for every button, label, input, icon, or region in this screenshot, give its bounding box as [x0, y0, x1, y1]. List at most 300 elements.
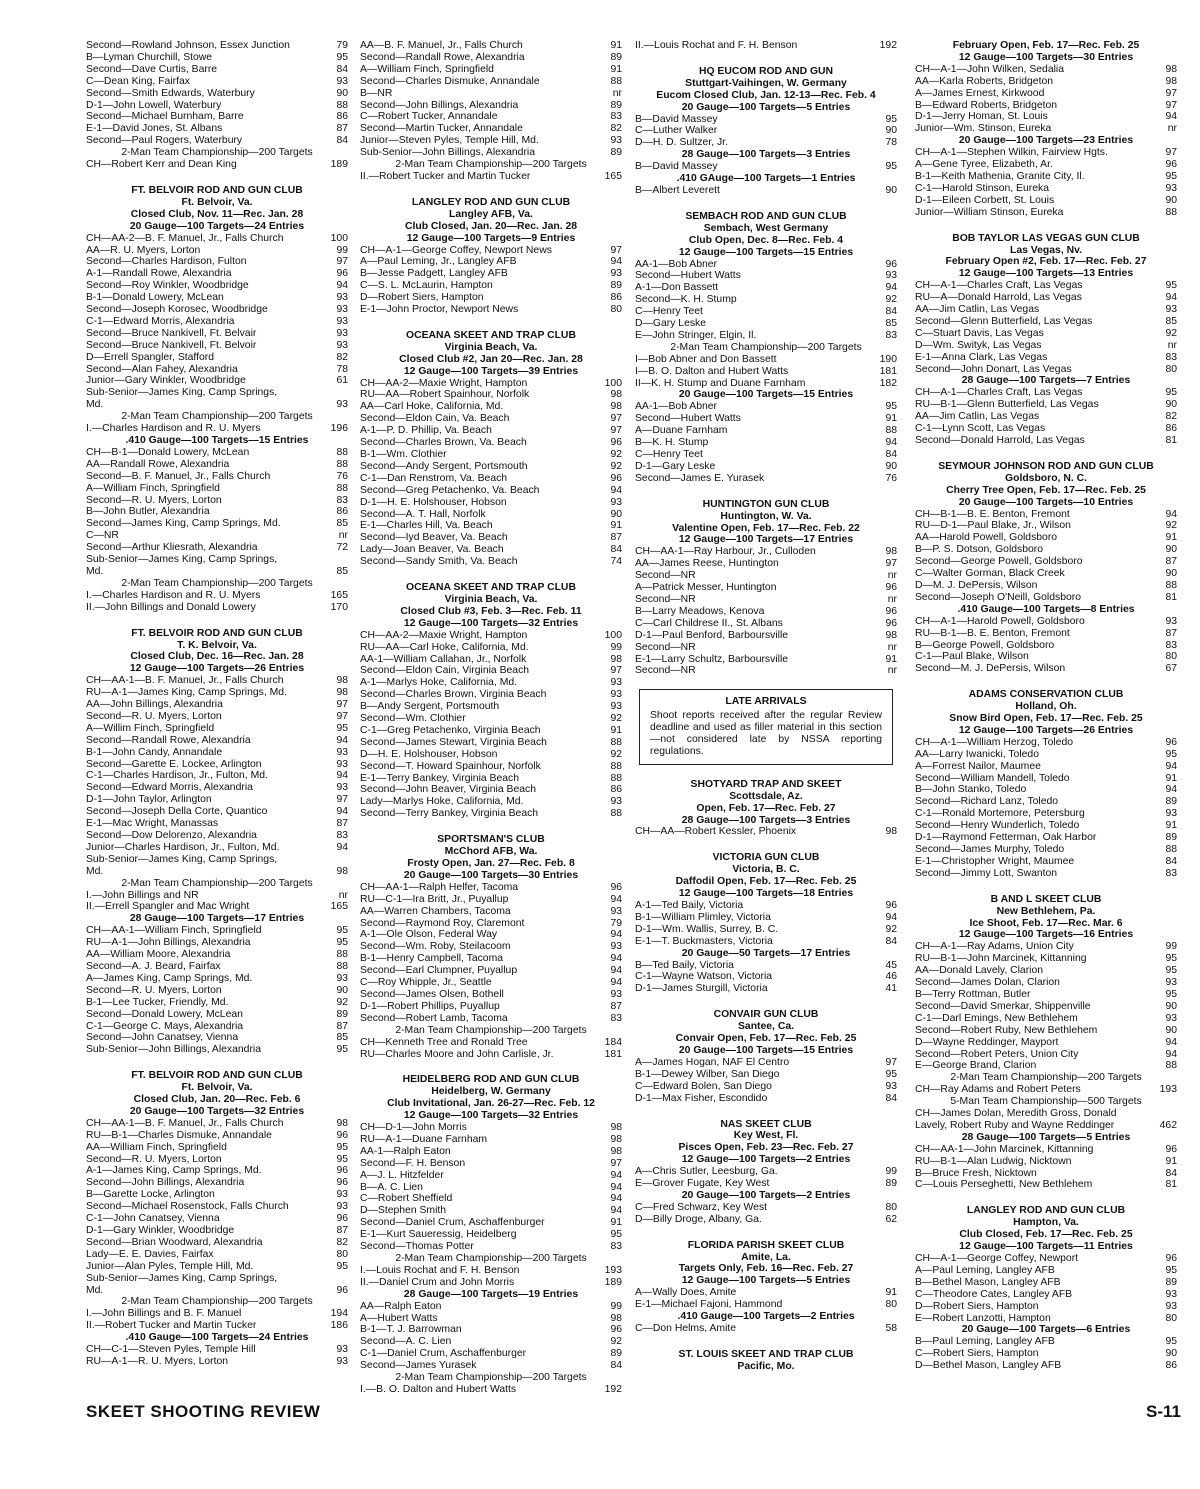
result-score: 98: [610, 1122, 622, 1134]
result-row: [360, 1158, 622, 1170]
result-entry: D-1—Gary Leske: [635, 460, 716, 472]
result-entry: B—David Massey: [635, 161, 718, 173]
result-row: [915, 592, 1177, 604]
result-score: 93: [1165, 615, 1177, 627]
result-entry: Second—Charles Brown, Virginia Beach: [360, 689, 547, 701]
result-entry: Second—Joseph Korosec, Woodbridge: [86, 304, 268, 316]
result-entry: A—Wally Does, Amite: [635, 1287, 737, 1299]
result-score: 196: [330, 423, 348, 435]
event-heading: 12 Gauge—100 Targets—5 Entries: [681, 1275, 851, 1287]
result-entry: C—Stuart Davis, Las Vegas: [915, 327, 1044, 339]
result-entry: I.—Louis Rochat and F. H. Benson: [360, 1264, 520, 1276]
result-score: 90: [1165, 1000, 1177, 1012]
result-score: 97: [610, 665, 622, 677]
result-row: [635, 912, 897, 924]
result-entry: B—Larry Meadows, Kenova: [635, 605, 765, 617]
result-entry: II.—John Billings and Donald Lowery: [86, 601, 256, 613]
team-event-heading: 2-Man Team Championship—200 Targets: [950, 1072, 1142, 1084]
result-entry: B-1—Lee Tucker, Friendly, Md.: [86, 996, 229, 1008]
result-score: 85: [336, 518, 348, 530]
result-row: [86, 602, 348, 614]
result-entry: E-1—David Jones, St. Albans: [86, 123, 223, 135]
result-entry: A—Duane Farnham: [635, 425, 728, 437]
result-entry: RU—C-1—Ira Britt, Jr., Puyallup: [360, 893, 509, 905]
result-entry: Second—Terry Bankey, Virginia Beach: [360, 808, 539, 820]
shoot-info: Closed Club, Dec. 16—Rec. Jan. 28: [130, 651, 304, 663]
result-score: 84: [336, 135, 348, 147]
result-row: [86, 806, 348, 818]
result-entry: B—Lyman Churchill, Stowe: [86, 51, 213, 63]
result-entry: Second—B. F. Manuel, Jr., Falls Church: [86, 470, 271, 482]
result-row: [360, 1241, 622, 1253]
result-score: 98: [336, 1117, 348, 1129]
result-score: 92: [1165, 520, 1177, 532]
result-entry: AA—William Finch, Springfield: [86, 1141, 227, 1153]
result-entry: A—James Hogan, NAF El Centro: [635, 1056, 790, 1068]
result-entry: C-1—George C. Mays, Alexandria: [86, 1020, 244, 1032]
result-row: [86, 399, 348, 411]
result-entry: Second—Donald Harrold, Las Vegas: [915, 435, 1085, 446]
result-entry: Second—Andy Sergent, Portsmouth: [360, 460, 528, 472]
result-score: 92: [610, 748, 622, 760]
result-score: 186: [330, 1320, 348, 1332]
club-heading: FT. BELVOIR ROD AND GUN CLUB: [131, 627, 303, 639]
shoot-info: Club Invitational, Jan. 26-27—Rec. Feb. 12: [387, 1098, 595, 1110]
result-score: 90: [1165, 1348, 1177, 1360]
result-row: [86, 471, 348, 483]
result-score: 86: [1165, 423, 1177, 435]
result-entry: B-1—Donald Lowery, McLean: [86, 292, 224, 304]
result-score: 94: [610, 1205, 622, 1217]
club-heading: ADAMS CONSERVATION CLUB: [968, 689, 1124, 701]
result-row: [635, 294, 897, 306]
shoot-info: Key West, Fl.: [733, 1130, 799, 1142]
result-row: [86, 364, 348, 376]
result-score: 100: [604, 377, 622, 389]
result-score: 93: [336, 972, 348, 984]
result-row: [635, 282, 897, 294]
result-row: [360, 761, 622, 773]
result-entry: Second—James Yurasek: [360, 1360, 477, 1372]
result-score: 93: [610, 496, 622, 508]
result-row: [915, 1179, 1177, 1191]
result-entry: Lady—Marlys Hoke, California, Md.: [360, 796, 524, 808]
result-row: [360, 989, 622, 1001]
shoot-info: Stuttgart-Vaihingen, W. Germany: [685, 77, 847, 89]
result-entry: E-1—Anna Clark, Las Vegas: [915, 351, 1048, 363]
result-entry: D-1—Raymond Fetterman, Oak Harbor: [915, 832, 1097, 844]
result-score: 80: [1165, 651, 1177, 663]
result-score: 78: [336, 363, 348, 375]
result-row: [915, 88, 1177, 100]
result-score: 84: [885, 306, 897, 318]
result-row: [360, 413, 622, 425]
club-heading: LANGLEY ROD AND GUN CLUB: [966, 1205, 1126, 1217]
result-entry: A-1—P. D. Phillip, Va. Beach: [360, 425, 492, 437]
result-entry: II.—Robert Tucker and Martin Tucker: [360, 170, 531, 182]
result-entry: D—Wayne Reddinger, Mayport: [915, 1036, 1059, 1048]
result-entry: AA—Jim Catlin, Las Vegas: [915, 411, 1040, 423]
result-entry: CH—AA-1—Ray Harbour, Jr., Culloden: [635, 546, 816, 558]
result-score: 96: [610, 472, 622, 484]
result-score: 94: [1165, 760, 1177, 772]
result-score: 82: [336, 1236, 348, 1248]
result-row: [635, 630, 897, 642]
result-score: 90: [1165, 1024, 1177, 1036]
result-entry: E—George Brand, Clarion: [915, 1060, 1037, 1072]
result-entry: B—David Massey: [635, 113, 718, 125]
result-row: [86, 423, 348, 435]
result-entry: AA-1—Bob Abner: [635, 258, 718, 270]
result-entry: B—P. S. Dotson, Goldsboro: [915, 544, 1044, 556]
result-entry: I.—John Billings and B. F. Manuel: [86, 1308, 242, 1320]
result-row: [360, 389, 622, 401]
result-score: [1173, 1108, 1177, 1120]
result-entry: Second—Raymond Roy, Claremont: [360, 917, 525, 929]
result-score: 182: [879, 377, 897, 389]
result-row: [635, 1299, 897, 1311]
result-row: [635, 1323, 897, 1335]
result-score: 95: [885, 161, 897, 173]
result-entry: Second—John Beaver, Virginia Beach: [360, 784, 536, 796]
result-row: [360, 654, 622, 666]
result-score: 95: [1165, 280, 1177, 292]
result-row: [360, 1313, 622, 1325]
result-row: [915, 280, 1177, 292]
result-row: [360, 906, 622, 918]
result-score: 92: [610, 713, 622, 725]
result-entry: D-1—John Taylor, Arlington: [86, 794, 212, 806]
club-heading: BOB TAYLOR LAS VEGAS GUN CLUB: [952, 232, 1140, 244]
result-score: 84: [610, 1360, 622, 1372]
result-row: [86, 1285, 348, 1297]
result-score: 86: [1165, 1360, 1177, 1372]
result-row: [86, 1177, 348, 1189]
result-score: 98: [885, 546, 897, 558]
result-score: 97: [610, 244, 622, 256]
team-event-heading: 2-Man Team Championship—200 Targets: [121, 1296, 313, 1308]
result-row: [360, 52, 622, 64]
result-entry: Second—Michael Burnham, Barre: [86, 111, 244, 123]
result-entry: A-1—Randall Rowe, Alexandria: [86, 268, 232, 280]
result-score: 88: [1165, 579, 1177, 591]
result-entry: A—Gene Tyree, Elizabeth, Ar.: [915, 159, 1053, 171]
result-row: [86, 245, 348, 257]
result-row: [360, 123, 622, 135]
result-score: 83: [610, 1012, 622, 1024]
result-row: [86, 111, 348, 123]
result-score: 95: [1165, 965, 1177, 977]
result-score: 87: [336, 818, 348, 830]
result-score: 100: [330, 232, 348, 244]
result-entry: AA—John Billings, Alexandria: [86, 699, 223, 711]
result-row: [360, 425, 622, 437]
result-entry: C—Carl Childrese II., St. Albans: [635, 617, 783, 629]
result-score: 79: [610, 917, 622, 929]
result-entry: Second—Joseph O'Neill, Goldsboro: [915, 591, 1082, 603]
event-heading: 12 Gauge—100 Targets—15 Entries: [678, 246, 854, 258]
shoot-info: Closed Club, Jan. 20—Rec. Feb. 6: [133, 1094, 301, 1106]
result-row: [86, 268, 348, 280]
result-entry: D-1—James Sturgill, Victoria: [635, 983, 768, 995]
result-row: [635, 924, 897, 936]
result-row: [635, 960, 897, 972]
club-heading: OCEANA SKEET AND TRAP CLUB: [406, 329, 576, 341]
result-row: [86, 506, 348, 518]
result-score: 93: [610, 796, 622, 808]
result-entry: Second—John Canatsey, Vienna: [86, 1032, 239, 1044]
result-row: [915, 1348, 1177, 1360]
event-heading: .410 Gauge—100 Targets—24 Entries: [125, 1332, 309, 1344]
result-score: 93: [610, 701, 622, 713]
result-score: 91: [885, 413, 897, 425]
result-score: 96: [336, 1177, 348, 1189]
result-entry: I—B. O. Dalton and Hubert Watts: [635, 365, 789, 377]
result-entry: Second—James Stewart, Virginia Beach: [360, 736, 547, 748]
result-row: [86, 554, 348, 566]
result-entry: II.—Robert Tucker and Martin Tucker: [86, 1320, 257, 1332]
result-row: [86, 937, 348, 949]
result-score: 93: [1165, 1288, 1177, 1300]
result-row: [360, 1229, 622, 1241]
result-row: [86, 483, 348, 495]
result-score: 92: [336, 996, 348, 1008]
result-row: [86, 1032, 348, 1044]
result-row: [915, 328, 1177, 340]
result-entry: CH—A-1—George Coffey, Newport: [915, 1253, 1079, 1264]
result-row: [86, 304, 348, 316]
result-score: 98: [610, 389, 622, 401]
result-score: 93: [336, 1344, 348, 1356]
result-entry: CH—AA-2—Maxie Wright, Hampton: [360, 377, 528, 389]
result-entry: CH—C-1—Steven Pyles, Temple Hill: [86, 1344, 256, 1356]
result-score: [344, 387, 348, 399]
result-entry: Md.: [86, 865, 104, 877]
event-heading: 12 Gauge—100 Targets—32 Entries: [403, 1110, 579, 1122]
result-entry: CH—AA—Robert Kessler, Phoenix: [635, 826, 797, 838]
result-score: 98: [1165, 75, 1177, 87]
result-row: [635, 983, 897, 995]
result-score: 88: [1165, 206, 1177, 218]
result-score: 85: [336, 565, 348, 577]
result-entry: B-1—Wm. Clothier: [360, 449, 447, 460]
result-entry: B-1—William Plimley, Victoria: [635, 911, 771, 923]
result-entry: B—Bruce Fresh, Nicktown: [915, 1167, 1037, 1179]
result-score: 84: [336, 63, 348, 75]
result-row: [635, 900, 897, 912]
shoot-info: Ice Shoot, Feb. 17—Rec. Mar. 6: [969, 917, 1123, 929]
result-row: [360, 1146, 622, 1158]
result-entry: Second—Paul Rogers, Waterbury: [86, 135, 243, 147]
result-score: 89: [610, 51, 622, 63]
result-entry: AA—James Reese, Huntington: [635, 558, 779, 570]
result-entry: B—NR: [360, 87, 393, 99]
result-row: [86, 1344, 348, 1356]
result-row: [86, 447, 348, 459]
result-row: [360, 1001, 622, 1013]
result-entry: CH—A-1—Charles Craft, Las Vegas: [915, 387, 1083, 399]
result-row: [635, 665, 897, 677]
result-score: 95: [336, 51, 348, 63]
result-score: 93: [610, 135, 622, 147]
result-row: [915, 207, 1177, 219]
result-score: 96: [885, 258, 897, 270]
result-row: [915, 737, 1177, 749]
result-entry: C—Don Helms, Amite: [635, 1323, 737, 1334]
result-entry: C-1—Paul Blake, Wilson: [915, 651, 1029, 663]
result-row: [86, 949, 348, 961]
result-score: 95: [336, 1141, 348, 1153]
club-heading: ST. LOUIS SKEET AND TRAP CLUB: [678, 1348, 854, 1360]
result-row: [86, 1225, 348, 1237]
result-entry: Second—Roy Winkler, Woodbridge: [86, 280, 249, 292]
result-score: 94: [610, 1193, 622, 1205]
result-score: 85: [336, 1032, 348, 1044]
result-entry: Second—R. U. Myers, Lorton: [86, 984, 222, 996]
result-score: 88: [1165, 1060, 1177, 1072]
result-score: 91: [1165, 532, 1177, 544]
shoot-info: February Open, Feb. 17—Rec. Feb. 25: [952, 40, 1140, 51]
event-heading: 12 Gauge—100 Targets—17 Entries: [678, 534, 854, 546]
result-row: [635, 594, 897, 606]
result-row: [635, 401, 897, 413]
shoot-info: Virginia Beach, Va.: [444, 341, 538, 353]
event-heading: 28 Gauge—100 Targets—3 Entries: [681, 149, 851, 161]
result-entry: B—Ted Baily, Victoria: [635, 959, 734, 971]
result-score: 97: [885, 1056, 897, 1068]
result-score: 84: [885, 935, 897, 947]
result-entry: B—Albert Leverett: [635, 184, 720, 196]
result-score: 82: [336, 351, 348, 363]
result-entry: AA-1—Ralph Eaton: [360, 1145, 451, 1157]
result-entry: Second—Eldon Cain, Va. Beach: [360, 413, 510, 425]
result-entry: D-1—Robert Phillips, Puyallup: [360, 1000, 500, 1012]
result-entry: Second—James Dolan, Clarion: [915, 977, 1060, 989]
result-entry: Second—Jimmy Lott, Swanton: [915, 867, 1058, 879]
result-row: [915, 1001, 1177, 1013]
result-row: [86, 901, 348, 913]
result-row: [360, 1134, 622, 1146]
result-row: [86, 1237, 348, 1249]
result-score: 88: [610, 736, 622, 748]
result-score: 87: [336, 1020, 348, 1032]
result-row: [360, 808, 622, 820]
result-entry: Second—T. Howard Spainhour, Norfolk: [360, 760, 541, 772]
result-score: 99: [336, 244, 348, 256]
shoot-info: Santee, Ca.: [737, 1021, 795, 1033]
result-row: [86, 590, 348, 602]
result-row: [635, 270, 897, 282]
result-row: [86, 1154, 348, 1166]
result-score: 80: [885, 1299, 897, 1311]
result-row: [635, 125, 897, 137]
result-score: 94: [1165, 508, 1177, 520]
result-entry: Second—Hubert Watts: [635, 270, 741, 282]
result-entry: Second—A. T. Hall, Norfolk: [360, 508, 486, 520]
result-entry: Second—Greg Petachenko, Va. Beach: [360, 484, 540, 496]
result-row: [915, 663, 1177, 675]
result-score: 94: [336, 841, 348, 853]
result-row: [86, 256, 348, 268]
result-row: [635, 161, 897, 173]
result-row: [360, 292, 622, 304]
result-score: 94: [1165, 292, 1177, 304]
event-heading: .410 Gauge—100 Targets—15 Entries: [125, 435, 309, 446]
result-score: 61: [336, 375, 348, 387]
result-row: [635, 546, 897, 558]
shoot-info: Club Closed, Feb. 17—Rec. Feb. 25: [959, 1229, 1133, 1241]
shoot-info: Cherry Tree Open, Feb. 17—Rec. Feb. 25: [946, 484, 1146, 496]
result-row: [86, 1249, 348, 1261]
result-row: [86, 1261, 348, 1273]
result-row: [635, 936, 897, 948]
result-entry: Second—Daniel Crum, Aschaffenburger: [360, 1217, 545, 1229]
result-entry: A-1—James King, Camp Springs, Md.: [86, 1165, 262, 1177]
result-row: [86, 328, 348, 340]
result-row: [915, 965, 1177, 977]
team-event-heading: 5-Man Team Championship—500 Targets: [950, 1096, 1142, 1108]
result-score: 96: [610, 881, 622, 893]
result-entry: D—Bethel Mason, Langley AFB: [915, 1360, 1062, 1372]
result-score: 189: [604, 1276, 622, 1288]
result-entry: RU—A-1—John Billings, Alexandria: [86, 937, 251, 949]
result-row: [360, 713, 622, 725]
result-entry: A—Chris Sutler, Leesburg, Ga.: [635, 1166, 778, 1178]
result-score: nr: [887, 570, 897, 582]
result-row: [86, 566, 348, 578]
result-row: [86, 40, 348, 52]
result-score: 96: [885, 582, 897, 594]
result-row: [915, 820, 1177, 832]
result-row: [86, 782, 348, 794]
result-score: 91: [885, 1287, 897, 1299]
result-row: [86, 1189, 348, 1201]
result-score: 98: [336, 675, 348, 687]
result-entry: RU—A-1—Duane Farnham: [360, 1133, 488, 1145]
late-arrivals-text: Shoot reports received after the regular Review deadline and used as filler material in this section—not considered late by NSSA reporting regulations.: [650, 710, 882, 757]
result-score: 85: [885, 318, 897, 330]
result-score: 83: [610, 111, 622, 123]
result-score: 98: [885, 629, 897, 641]
result-score: 97: [336, 256, 348, 268]
result-row: [360, 485, 622, 497]
result-row: [915, 1168, 1177, 1180]
result-score: 92: [885, 294, 897, 306]
result-score: 88: [610, 760, 622, 772]
team-event-heading: 2-Man Team Championship—200 Targets: [395, 1024, 587, 1036]
result-row: [915, 1253, 1177, 1265]
shoot-info: Goldsboro, N. C.: [1005, 472, 1087, 484]
result-entry: II.—Louis Rochat and F. H. Benson: [635, 40, 798, 51]
result-row: [86, 387, 348, 399]
result-entry: Second—R. U. Myers, Lorton: [86, 1153, 222, 1165]
result-entry: Second—R. U. Myers, Lorton: [86, 710, 222, 722]
result-score: 99: [885, 1166, 897, 1178]
shoot-info: Targets Only, Feb. 16—Rec. Feb. 27: [678, 1263, 854, 1275]
result-entry: Second—K. H. Stump: [635, 294, 737, 306]
event-heading: 12 Gauge—100 Targets—30 Entries: [958, 51, 1134, 63]
shoot-info: Ft. Belvoir, Va.: [181, 196, 253, 208]
result-score: 91: [1165, 1155, 1177, 1167]
result-row: [360, 965, 622, 977]
result-row: [86, 340, 348, 352]
result-score: 98: [610, 653, 622, 665]
result-row: [635, 259, 897, 271]
result-row: [915, 411, 1177, 423]
result-row: [360, 725, 622, 737]
result-row: [86, 711, 348, 723]
result-row: [360, 245, 622, 257]
